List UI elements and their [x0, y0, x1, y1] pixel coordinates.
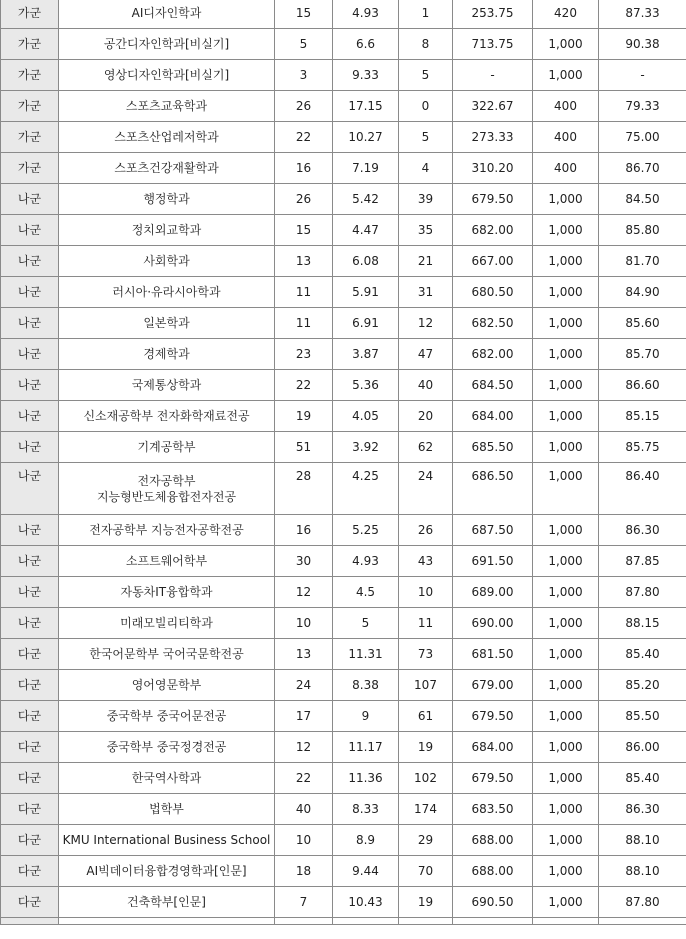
- competition-rate-cell: 5: [333, 608, 399, 639]
- score-cell: 667.00: [453, 246, 533, 277]
- score-cell: -: [453, 60, 533, 91]
- score-cell: 679.00: [453, 670, 533, 701]
- waitlist-cell: 29: [399, 825, 453, 856]
- competition-rate-cell: 4.47: [333, 215, 399, 246]
- max-score-cell: 1,000: [533, 515, 599, 546]
- quota-cell: 16: [275, 515, 333, 546]
- waitlist-cell: 174: [399, 794, 453, 825]
- max-score-cell: 1,000: [533, 825, 599, 856]
- competition-rate-cell: 7.19: [333, 153, 399, 184]
- waitlist-cell: 40: [399, 370, 453, 401]
- group-cell: 가군: [1, 0, 59, 29]
- group-cell: 다군: [1, 639, 59, 670]
- competition-rate-cell: [333, 918, 399, 925]
- group-cell: 가군: [1, 29, 59, 60]
- waitlist-cell: [399, 918, 453, 925]
- table-row: [1, 794, 686, 825]
- competition-rate-cell: 3.87: [333, 339, 399, 370]
- department-cell: 공간디자인학과[비실기]: [59, 29, 275, 60]
- group-cell: 다군: [1, 701, 59, 732]
- group-cell: [1, 918, 59, 925]
- quota-cell: 12: [275, 577, 333, 608]
- table-row: [1, 701, 686, 732]
- department-cell: 기계공학부: [59, 432, 275, 463]
- waitlist-cell: 8: [399, 29, 453, 60]
- quota-cell: 11: [275, 277, 333, 308]
- group-cell: 나군: [1, 515, 59, 546]
- department-cell: AI빅데이터융합경영학과[인문]: [59, 856, 275, 887]
- group-cell: 가군: [1, 153, 59, 184]
- converted-score-cell: 85.20: [599, 670, 686, 701]
- waitlist-cell: 102: [399, 763, 453, 794]
- competition-rate-cell: 4.5: [333, 577, 399, 608]
- department-cell: 스포츠산업레저학과: [59, 122, 275, 153]
- table-row: [1, 639, 686, 670]
- group-cell: 나군: [1, 184, 59, 215]
- waitlist-cell: 61: [399, 701, 453, 732]
- waitlist-cell: 31: [399, 277, 453, 308]
- waitlist-cell: 19: [399, 887, 453, 918]
- score-cell: 682.50: [453, 308, 533, 339]
- competition-rate-cell: 5.91: [333, 277, 399, 308]
- group-cell: 가군: [1, 91, 59, 122]
- group-cell: 다군: [1, 825, 59, 856]
- converted-score-cell: 85.70: [599, 339, 686, 370]
- table-row: [1, 577, 686, 608]
- table-row: [1, 763, 686, 794]
- table-row: [1, 184, 686, 215]
- department-cell: 국제통상학과: [59, 370, 275, 401]
- department-cell: 러시아·유라시아학과: [59, 277, 275, 308]
- quota-cell: 19: [275, 401, 333, 432]
- department-cell: 한국역사학과: [59, 763, 275, 794]
- max-score-cell: 1,000: [533, 215, 599, 246]
- score-cell: 713.75: [453, 29, 533, 60]
- table-row: [1, 339, 686, 370]
- table-row: [1, 308, 686, 339]
- max-score-cell: 400: [533, 122, 599, 153]
- department-cell: 사회학과: [59, 246, 275, 277]
- max-score-cell: 1,000: [533, 794, 599, 825]
- waitlist-cell: 73: [399, 639, 453, 670]
- quota-cell: 51: [275, 432, 333, 463]
- waitlist-cell: 4: [399, 153, 453, 184]
- score-cell: 682.00: [453, 339, 533, 370]
- waitlist-cell: 35: [399, 215, 453, 246]
- group-cell: 나군: [1, 401, 59, 432]
- waitlist-cell: 19: [399, 732, 453, 763]
- department-cell: 건축학부[인문]: [59, 887, 275, 918]
- converted-score-cell: 85.15: [599, 401, 686, 432]
- score-cell: 684.00: [453, 732, 533, 763]
- waitlist-cell: 5: [399, 60, 453, 91]
- competition-rate-cell: 8.9: [333, 825, 399, 856]
- max-score-cell: 1,000: [533, 546, 599, 577]
- max-score-cell: 1,000: [533, 763, 599, 794]
- quota-cell: 13: [275, 639, 333, 670]
- quota-cell: 10: [275, 608, 333, 639]
- max-score-cell: 1,000: [533, 60, 599, 91]
- quota-cell: 7: [275, 887, 333, 918]
- quota-cell: [275, 918, 333, 925]
- department-cell: [59, 918, 275, 925]
- quota-cell: 15: [275, 0, 333, 29]
- converted-score-cell: 87.33: [599, 0, 686, 29]
- score-cell: 310.20: [453, 153, 533, 184]
- department-cell: 행정학과: [59, 184, 275, 215]
- max-score-cell: 1,000: [533, 577, 599, 608]
- score-cell: 679.50: [453, 184, 533, 215]
- score-cell: 679.50: [453, 701, 533, 732]
- max-score-cell: 420: [533, 0, 599, 29]
- competition-rate-cell: 5.25: [333, 515, 399, 546]
- table-row: [1, 670, 686, 701]
- table-row: [1, 825, 686, 856]
- group-cell: 다군: [1, 887, 59, 918]
- table-row: [1, 246, 686, 277]
- quota-cell: 40: [275, 794, 333, 825]
- group-cell: 다군: [1, 763, 59, 794]
- max-score-cell: 1,000: [533, 432, 599, 463]
- converted-score-cell: 88.10: [599, 856, 686, 887]
- competition-rate-cell: 11.36: [333, 763, 399, 794]
- group-cell: 나군: [1, 277, 59, 308]
- competition-rate-cell: 5.36: [333, 370, 399, 401]
- converted-score-cell: 87.80: [599, 577, 686, 608]
- group-cell: 나군: [1, 370, 59, 401]
- quota-cell: 11: [275, 308, 333, 339]
- score-cell: 679.50: [453, 763, 533, 794]
- converted-score-cell: 84.50: [599, 184, 686, 215]
- score-cell: 684.00: [453, 401, 533, 432]
- competition-rate-cell: 17.15: [333, 91, 399, 122]
- converted-score-cell: 75.00: [599, 122, 686, 153]
- table-row: [1, 887, 686, 918]
- max-score-cell: 400: [533, 91, 599, 122]
- table-row: [1, 432, 686, 463]
- quota-cell: 16: [275, 153, 333, 184]
- max-score-cell: 1,000: [533, 339, 599, 370]
- converted-score-cell: 86.40: [599, 463, 686, 515]
- converted-score-cell: 90.38: [599, 29, 686, 60]
- group-cell: 나군: [1, 246, 59, 277]
- score-cell: 273.33: [453, 122, 533, 153]
- quota-cell: 24: [275, 670, 333, 701]
- competition-rate-cell: 4.25: [333, 463, 399, 515]
- waitlist-cell: 47: [399, 339, 453, 370]
- converted-score-cell: 88.10: [599, 825, 686, 856]
- max-score-cell: 1,000: [533, 856, 599, 887]
- table-row: [1, 122, 686, 153]
- group-cell: 나군: [1, 308, 59, 339]
- score-cell: 686.50: [453, 463, 533, 515]
- competition-rate-cell: 4.05: [333, 401, 399, 432]
- competition-rate-cell: 3.92: [333, 432, 399, 463]
- score-cell: 253.75: [453, 0, 533, 29]
- score-cell: 685.50: [453, 432, 533, 463]
- table-body: [1, 0, 686, 925]
- table-row: [1, 215, 686, 246]
- max-score-cell: 1,000: [533, 184, 599, 215]
- score-cell: 691.50: [453, 546, 533, 577]
- converted-score-cell: 88.15: [599, 608, 686, 639]
- competition-rate-cell: 4.93: [333, 546, 399, 577]
- group-cell: 가군: [1, 122, 59, 153]
- quota-cell: 3: [275, 60, 333, 91]
- group-cell: 나군: [1, 432, 59, 463]
- quota-cell: 22: [275, 370, 333, 401]
- competition-rate-cell: 10.27: [333, 122, 399, 153]
- converted-score-cell: 85.40: [599, 639, 686, 670]
- department-cell: 한국어문학부 국어국문학전공: [59, 639, 275, 670]
- waitlist-cell: 62: [399, 432, 453, 463]
- competition-rate-cell: 10.43: [333, 887, 399, 918]
- score-cell: 683.50: [453, 794, 533, 825]
- converted-score-cell: 86.30: [599, 794, 686, 825]
- group-cell: 가군: [1, 60, 59, 91]
- quota-cell: 15: [275, 215, 333, 246]
- waitlist-cell: 12: [399, 308, 453, 339]
- table-row: [1, 608, 686, 639]
- table-row: [1, 370, 686, 401]
- table-row: [1, 515, 686, 546]
- quota-cell: 26: [275, 184, 333, 215]
- converted-score-cell: 86.30: [599, 515, 686, 546]
- waitlist-cell: 1: [399, 0, 453, 29]
- table-row: [1, 856, 686, 887]
- competition-rate-cell: 4.93: [333, 0, 399, 29]
- department-cell: 소프트웨어학부: [59, 546, 275, 577]
- converted-score-cell: 86.60: [599, 370, 686, 401]
- table-row: [1, 29, 686, 60]
- max-score-cell: 1,000: [533, 308, 599, 339]
- department-cell: 전자공학부 지능형반도체융합전자전공: [59, 463, 275, 515]
- table-row: [1, 401, 686, 432]
- department-cell: 자동차IT융합학과: [59, 577, 275, 608]
- table-row: [1, 918, 686, 925]
- score-cell: 688.00: [453, 825, 533, 856]
- max-score-cell: 1,000: [533, 732, 599, 763]
- department-cell: 스포츠교육학과: [59, 91, 275, 122]
- converted-score-cell: 85.40: [599, 763, 686, 794]
- competition-rate-cell: 6.08: [333, 246, 399, 277]
- max-score-cell: 1,000: [533, 246, 599, 277]
- converted-score-cell: 85.60: [599, 308, 686, 339]
- max-score-cell: 1,000: [533, 670, 599, 701]
- max-score-cell: 1,000: [533, 887, 599, 918]
- quota-cell: 5: [275, 29, 333, 60]
- quota-cell: 30: [275, 546, 333, 577]
- waitlist-cell: 5: [399, 122, 453, 153]
- group-cell: 나군: [1, 577, 59, 608]
- group-cell: 나군: [1, 608, 59, 639]
- score-cell: 690.50: [453, 887, 533, 918]
- waitlist-cell: 21: [399, 246, 453, 277]
- group-cell: 다군: [1, 856, 59, 887]
- waitlist-cell: 11: [399, 608, 453, 639]
- department-cell: 정치외교학과: [59, 215, 275, 246]
- department-cell: 중국학부 중국어문전공: [59, 701, 275, 732]
- converted-score-cell: 84.90: [599, 277, 686, 308]
- max-score-cell: 400: [533, 153, 599, 184]
- department-cell: 중국학부 중국정경전공: [59, 732, 275, 763]
- table-row: [1, 463, 686, 515]
- max-score-cell: [533, 918, 599, 925]
- converted-score-cell: 81.70: [599, 246, 686, 277]
- table-row: [1, 277, 686, 308]
- group-cell: 나군: [1, 215, 59, 246]
- max-score-cell: 1,000: [533, 277, 599, 308]
- max-score-cell: 1,000: [533, 370, 599, 401]
- quota-cell: 22: [275, 122, 333, 153]
- competition-rate-cell: 8.38: [333, 670, 399, 701]
- department-cell: 신소재공학부 전자화학재료전공: [59, 401, 275, 432]
- group-cell: 다군: [1, 732, 59, 763]
- group-cell: 다군: [1, 670, 59, 701]
- competition-rate-cell: 9.44: [333, 856, 399, 887]
- max-score-cell: 1,000: [533, 701, 599, 732]
- score-cell: 681.50: [453, 639, 533, 670]
- waitlist-cell: 24: [399, 463, 453, 515]
- quota-cell: 23: [275, 339, 333, 370]
- table-row: [1, 91, 686, 122]
- score-cell: [453, 918, 533, 925]
- quota-cell: 10: [275, 825, 333, 856]
- score-cell: 682.00: [453, 215, 533, 246]
- competition-rate-cell: 9.33: [333, 60, 399, 91]
- department-cell: 영어영문학부: [59, 670, 275, 701]
- waitlist-cell: 107: [399, 670, 453, 701]
- department-cell: 일본학과: [59, 308, 275, 339]
- quota-cell: 13: [275, 246, 333, 277]
- competition-rate-cell: 5.42: [333, 184, 399, 215]
- converted-score-cell: 85.75: [599, 432, 686, 463]
- competition-rate-cell: 9: [333, 701, 399, 732]
- competition-rate-cell: 6.6: [333, 29, 399, 60]
- table-row: [1, 732, 686, 763]
- quota-cell: 17: [275, 701, 333, 732]
- waitlist-cell: 39: [399, 184, 453, 215]
- converted-score-cell: [599, 918, 686, 925]
- converted-score-cell: 87.80: [599, 887, 686, 918]
- score-cell: 322.67: [453, 91, 533, 122]
- table-row: [1, 546, 686, 577]
- table-row: [1, 0, 686, 29]
- competition-rate-cell: 6.91: [333, 308, 399, 339]
- score-cell: 690.00: [453, 608, 533, 639]
- department-cell: 전자공학부 지능전자공학전공: [59, 515, 275, 546]
- department-cell: 경제학과: [59, 339, 275, 370]
- department-cell: AI디자인학과: [59, 0, 275, 29]
- max-score-cell: 1,000: [533, 608, 599, 639]
- quota-cell: 28: [275, 463, 333, 515]
- quota-cell: 18: [275, 856, 333, 887]
- competition-rate-cell: 11.17: [333, 732, 399, 763]
- group-cell: 다군: [1, 794, 59, 825]
- waitlist-cell: 20: [399, 401, 453, 432]
- group-cell: 나군: [1, 463, 59, 515]
- converted-score-cell: 86.70: [599, 153, 686, 184]
- department-cell: 스포츠건강재활학과: [59, 153, 275, 184]
- table-row: [1, 153, 686, 184]
- competition-rate-cell: 8.33: [333, 794, 399, 825]
- converted-score-cell: 79.33: [599, 91, 686, 122]
- score-cell: 688.00: [453, 856, 533, 887]
- waitlist-cell: 70: [399, 856, 453, 887]
- max-score-cell: 1,000: [533, 29, 599, 60]
- waitlist-cell: 0: [399, 91, 453, 122]
- table-row: [1, 60, 686, 91]
- converted-score-cell: 86.00: [599, 732, 686, 763]
- department-cell: KMU International Business School: [59, 825, 275, 856]
- waitlist-cell: 10: [399, 577, 453, 608]
- max-score-cell: 1,000: [533, 639, 599, 670]
- quota-cell: 26: [275, 91, 333, 122]
- quota-cell: 12: [275, 732, 333, 763]
- converted-score-cell: 87.85: [599, 546, 686, 577]
- max-score-cell: 1,000: [533, 401, 599, 432]
- converted-score-cell: 85.50: [599, 701, 686, 732]
- group-cell: 나군: [1, 546, 59, 577]
- waitlist-cell: 26: [399, 515, 453, 546]
- quota-cell: 22: [275, 763, 333, 794]
- converted-score-cell: -: [599, 60, 686, 91]
- waitlist-cell: 43: [399, 546, 453, 577]
- score-cell: 689.00: [453, 577, 533, 608]
- competition-rate-cell: 11.31: [333, 639, 399, 670]
- score-cell: 684.50: [453, 370, 533, 401]
- score-cell: 687.50: [453, 515, 533, 546]
- max-score-cell: 1,000: [533, 463, 599, 515]
- department-cell: 영상디자인학과[비실기]: [59, 60, 275, 91]
- department-cell: 미래모빌리티학과: [59, 608, 275, 639]
- score-cell: 680.50: [453, 277, 533, 308]
- department-cell: 법학부: [59, 794, 275, 825]
- converted-score-cell: 85.80: [599, 215, 686, 246]
- group-cell: 나군: [1, 339, 59, 370]
